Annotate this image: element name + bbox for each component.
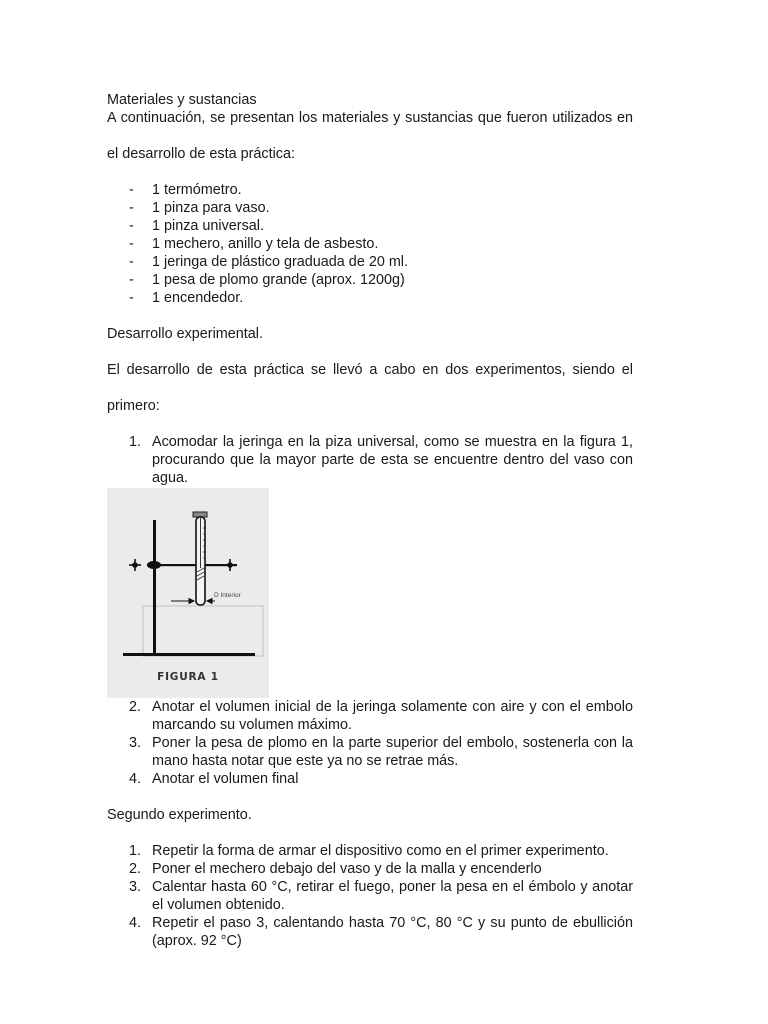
list-item: - 1 encendedor. bbox=[107, 289, 633, 307]
step-item: 3. Poner la pesa de plomo en la parte superior del embolo, sostenerla con la mano hasta notar que este ya no se retrae más. bbox=[129, 735, 633, 769]
step-item: 1. Repetir la forma de armar el dispositivo como en el primer experimento. bbox=[129, 843, 609, 859]
step-text: Anotar el volumen final bbox=[152, 771, 299, 787]
step-item: 2. Anotar el volumen inicial de la jeringa solamente con aire y con el embolo marcando su volumen máximo. bbox=[129, 699, 633, 733]
step-item: 3. Calentar hasta 60 °C, retirar el fuego, poner la pesa en el émbolo y anotar el volumen obtenido. bbox=[129, 879, 633, 913]
step-text: Poner el mechero debajo del vaso y de la malla y encenderlo bbox=[152, 861, 542, 877]
experiment-1-steps-a bbox=[107, 433, 633, 487]
step-text: Acomodar la jeringa en la piza universal, como se muestra en la figura 1, procurando que la mayor parte de esta se encuentre dentro del vaso con agua. bbox=[152, 434, 633, 486]
step-item: 4. Anotar el volumen final bbox=[129, 771, 299, 787]
list-item: - 1 termómetro. bbox=[107, 181, 633, 199]
development-heading: Desarrollo experimental. bbox=[107, 326, 263, 342]
stand-rod bbox=[153, 520, 156, 654]
step-text: Calentar hasta 60 °C, retirar el fuego, poner la pesa en el émbolo y anotar el volumen obtenido. bbox=[152, 879, 633, 913]
clamp-knob bbox=[147, 561, 161, 569]
step-text: Poner la pesa de plomo en la parte superior del embolo, sostenerla con la mano hasta notar que este ya no se retrae más. bbox=[152, 735, 633, 769]
list-item: - 1 mechero, anillo y tela de asbesto. bbox=[107, 235, 633, 253]
apparatus-drawing bbox=[107, 488, 269, 698]
development-intro-line-2: primero: bbox=[107, 398, 160, 414]
list-item: - 1 pinza universal. bbox=[107, 217, 633, 235]
document-body bbox=[107, 91, 633, 950]
step-item: 1. Acomodar la jeringa en la piza universal, como se muestra en la figura 1, procurando que la mayor parte de esta se encuentre dentro del vaso con agua. bbox=[129, 434, 633, 486]
list-item: - 1 pesa de plomo grande (aprox. 1200g) bbox=[107, 271, 633, 289]
experiment-2-steps bbox=[107, 842, 633, 950]
list-item: - 1 pinza para vaso. bbox=[107, 199, 633, 217]
beaker-outline bbox=[143, 606, 263, 656]
step-text: Repetir el paso 3, calentando hasta 70 °C, 80 °C y su punto de ebullición (aprox. 92 °C) bbox=[152, 915, 633, 949]
materials-intro-line-1: A continuación, se presentan los materiales y sustancias que fueron utilizados en bbox=[107, 110, 633, 126]
right-screw-icon bbox=[224, 559, 236, 571]
stand-base bbox=[123, 653, 255, 656]
second-experiment-heading: Segundo experimento. bbox=[107, 807, 252, 823]
step-text: Anotar el volumen inicial de la jeringa solamente con aire y con el embolo marcando su volumen máximo. bbox=[152, 699, 633, 733]
figure-caption: FIGURA 1 bbox=[157, 671, 219, 683]
left-screw-icon bbox=[129, 559, 141, 571]
figure-label: D Interior bbox=[214, 592, 241, 599]
step-item: 2. Poner el mechero debajo del vaso y de la malla y encenderlo bbox=[129, 861, 542, 877]
development-intro-line-1: El desarrollo de esta práctica se llevó a cabo en dos experimentos, siendo el bbox=[107, 362, 633, 378]
list-item: - 1 jeringa de plástico graduada de 20 ml. bbox=[107, 253, 633, 271]
step-text: Repetir la forma de armar el dispositivo como en el primer experimento. bbox=[152, 843, 609, 859]
step-item: 4. Repetir el paso 3, calentando hasta 70 °C, 80 °C y su punto de ebullición (aprox. 92 °C) bbox=[129, 915, 633, 949]
figure-1 bbox=[107, 488, 269, 698]
materials-intro-line-2: el desarrollo de esta práctica: bbox=[107, 146, 295, 162]
materials-heading: Materiales y sustancias bbox=[107, 92, 257, 108]
experiment-1-steps-b bbox=[107, 698, 633, 788]
materials-list bbox=[107, 181, 633, 307]
diameter-arrows bbox=[171, 599, 215, 604]
